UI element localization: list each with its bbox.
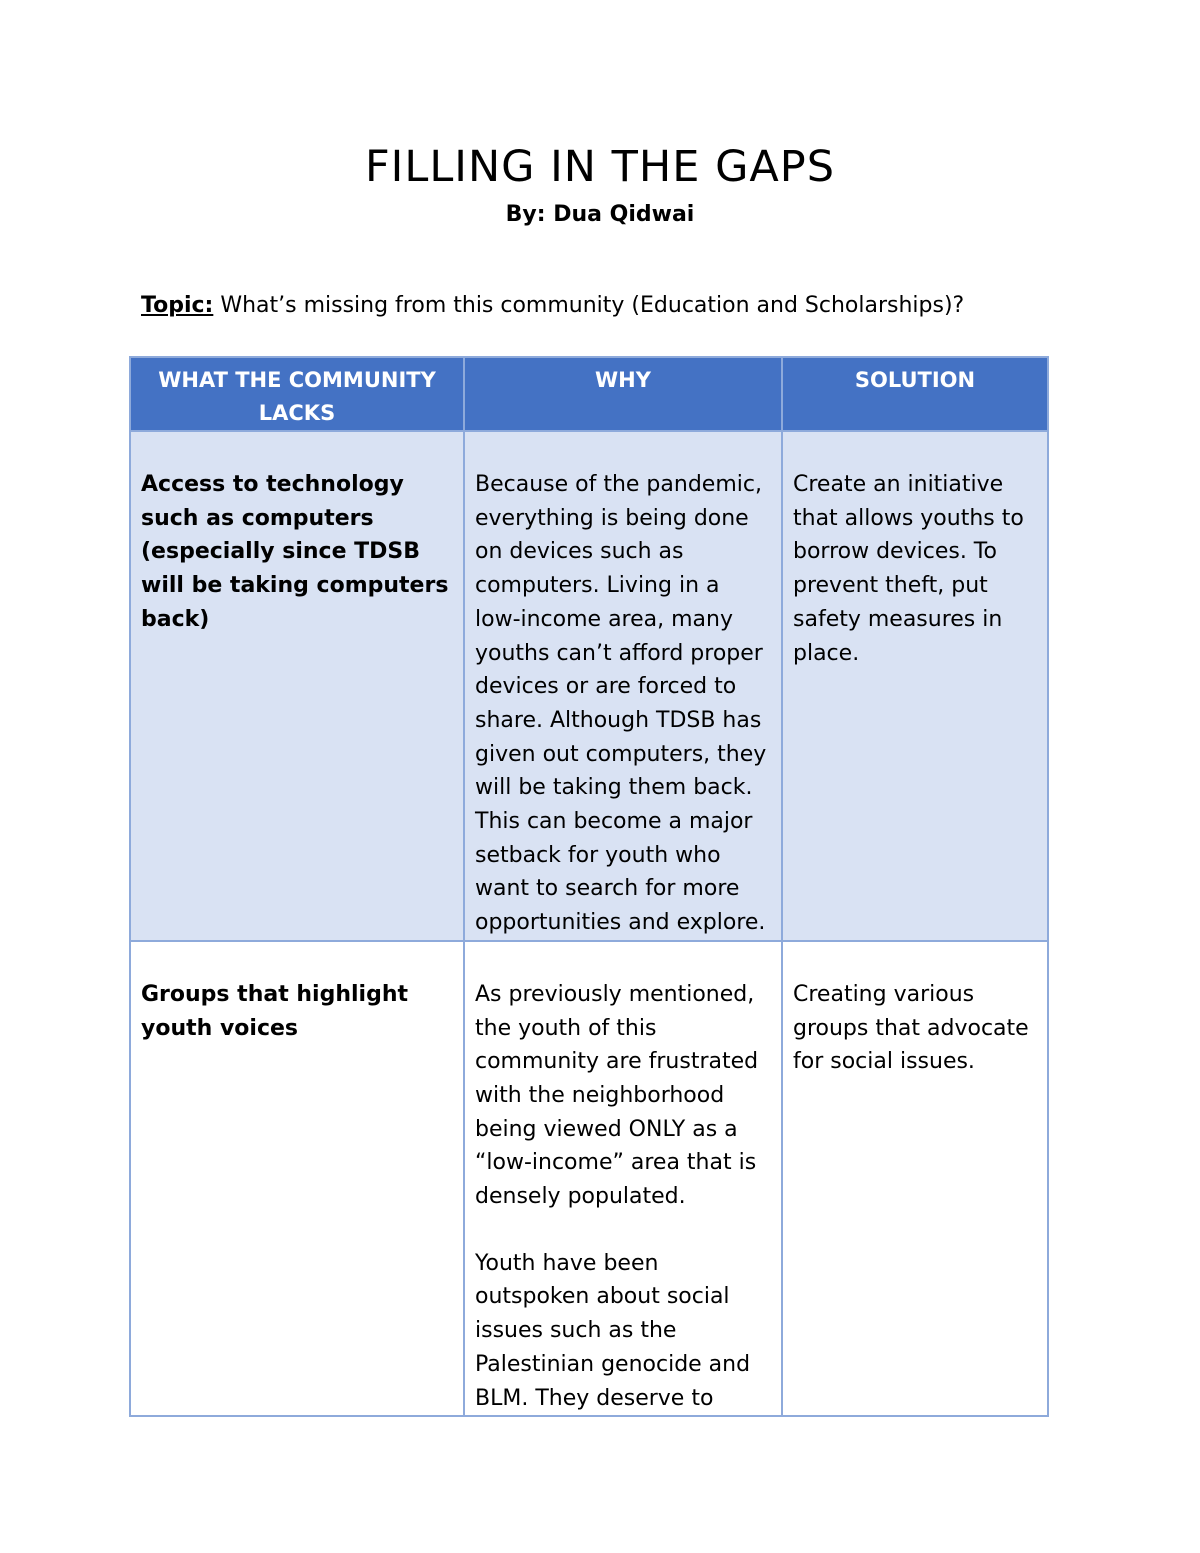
table-row: [130, 941, 1048, 1416]
why-paragraph-1: As previously mentioned, the youth of this community are frustrated with the neighborhood being viewed ONLY as a “low-income” area that is densely populated.: [475, 981, 759, 1210]
gaps-table: [129, 356, 1049, 1417]
header-why: WHY: [464, 357, 782, 431]
cell-why: [464, 941, 782, 1416]
author-byline: By: Dua Qidwai: [505, 202, 695, 227]
cell-lacks: Access to technology such as computers (especially since TDSB will be taking computers back): [130, 431, 464, 941]
cell-why: Because of the pandemic, everything is being done on devices such as computers. Living in a low-income area, many youths can’t afford proper devices or are forced to share. Although TDSB has given out computers, they will be taking them back. This can become a major setback for youth who want to search for more opportunities and explore.: [464, 431, 782, 941]
header-lacks: WHAT THE COMMUNITY LACKS: [130, 357, 464, 431]
cell-solution: Create an initiative that allows youths to borrow devices. To prevent theft, put safety measures in place.: [782, 431, 1048, 941]
topic-label: Topic:: [141, 293, 214, 318]
why-paragraph-2: Youth have been outspoken about social issues such as the Palestinian genocide and BLM. They deserve to: [475, 1250, 751, 1411]
table-row: [130, 431, 1048, 941]
header-solution: SOLUTION: [782, 357, 1048, 431]
cell-solution: Creating various groups that advocate for social issues.: [782, 941, 1048, 1416]
cell-lacks: Groups that highlight youth voices: [130, 941, 464, 1416]
topic-line: [141, 293, 1101, 318]
topic-text: What’s missing from this community (Education and Scholarships)?: [213, 293, 965, 318]
document-title: FILLING IN THE GAPS: [364, 142, 836, 192]
table-header-row: [130, 357, 1048, 431]
